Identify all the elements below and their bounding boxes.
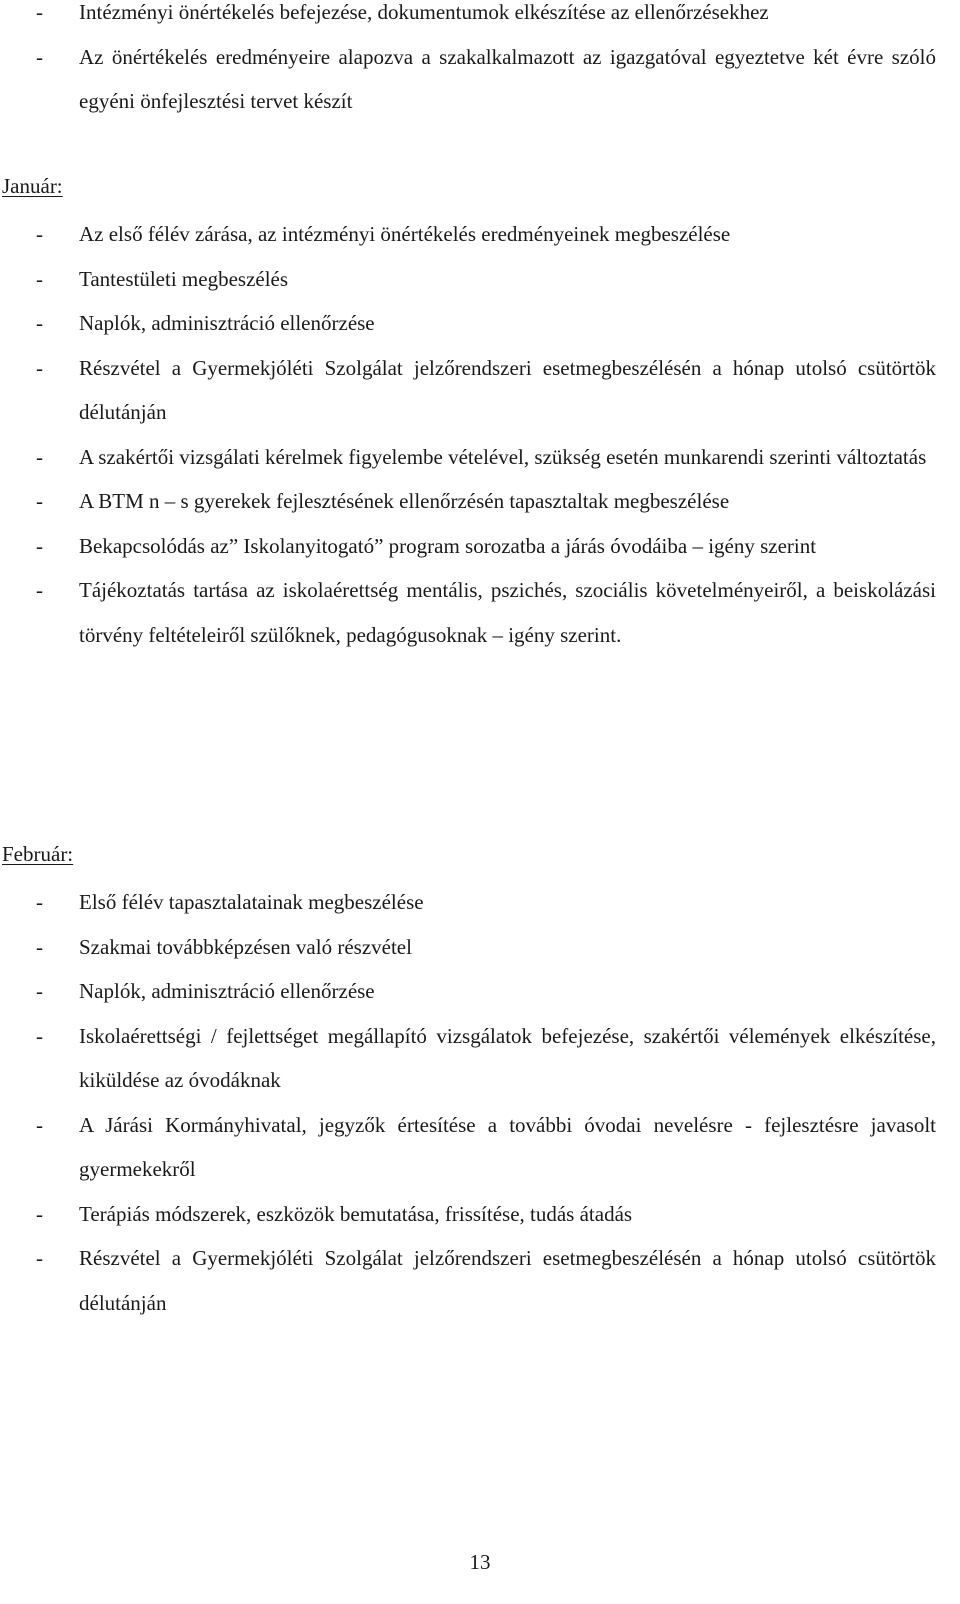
list-dash: -: [36, 266, 43, 291]
list-item-text: Iskolaérettségi / fejlettséget megállapító vizsgálatok befejezése, szakértői vélemények elkészítése, kiküldése az óvodáknak: [79, 1023, 936, 1092]
list-dash: -: [36, 1201, 43, 1226]
list-item-text: Intézményi önértékelés befejezése, dokumentumok elkészítése az ellenőrzésekhez: [79, 0, 769, 24]
list-dash: -: [36, 890, 43, 914]
list-item: [0, 35, 960, 124]
list-item: [0, 969, 960, 1014]
list-dash: -: [36, 533, 43, 558]
list-item: [0, 1236, 960, 1325]
list-dash: -: [36, 0, 43, 24]
list-item-text: Részvétel a Gyermekjóléti Szolgálat jelzőrendszeri esetmegbeszélésén a hónap utolsó csütörtök délutánján: [79, 355, 936, 424]
list-dash: -: [36, 578, 43, 602]
list-dash: -: [36, 311, 43, 335]
list-item: [0, 301, 960, 346]
intro-list: [0, 0, 960, 124]
list-item: [0, 257, 960, 302]
section-heading-januar: Január:: [2, 174, 63, 198]
list-item-text: Terápiás módszerek, eszközök bemutatása, frissítése, tudás átadás: [79, 1201, 633, 1226]
februar-list: [0, 880, 960, 1325]
list-item-text: Naplók, adminisztráció ellenőrzése: [79, 311, 375, 335]
list-item-text: Az első félév zárása, az intézményi önértékelés eredményeinek megbeszélése: [79, 222, 731, 246]
list-item-text: Bekapcsolódás az” Iskolanyitogató” program sorozatba a járás óvodáiba – igény szerint: [79, 533, 817, 558]
page-number: 13: [469, 1550, 491, 1574]
list-dash: -: [36, 489, 43, 513]
list-item: [0, 346, 960, 435]
list-dash: -: [36, 1023, 43, 1048]
list-item-text: Szakmai továbbképzésen való részvétel: [79, 934, 412, 959]
list-dash: -: [36, 934, 43, 959]
list-item-text: Első félév tapasztalatainak megbeszélése: [79, 890, 424, 914]
list-item-text: A Járási Kormányhivatal, jegyzők értesítése a további óvodai nevelésre - fejlesztésre javasolt gyermekekről: [79, 1112, 936, 1181]
section-heading-februar: Február:: [2, 842, 74, 866]
list-item: [0, 479, 960, 524]
list-item-text: A BTM n – s gyerekek fejlesztésének ellenőrzésén tapasztaltak megbeszélése: [79, 489, 730, 513]
list-item: [0, 880, 960, 925]
list-dash: -: [36, 222, 43, 246]
list-item-text: Tantestületi megbeszélés: [79, 266, 289, 291]
list-item-text: Részvétel a Gyermekjóléti Szolgálat jelzőrendszeri esetmegbeszélésén a hónap utolsó csütörtök délutánján: [79, 1246, 936, 1315]
list-item: [0, 0, 960, 35]
list-item: [0, 524, 960, 569]
list-dash: -: [36, 1112, 43, 1137]
list-item: [0, 568, 960, 657]
list-item-text: A szakértői vizsgálati kérelmek figyelembe vételével, szükség esetén munkarendi szerinti változtatás: [79, 444, 927, 469]
list-item: [0, 1192, 960, 1237]
list-dash: -: [36, 444, 43, 469]
list-dash: -: [36, 44, 43, 69]
list-item: [0, 1103, 960, 1192]
list-item: [0, 925, 960, 970]
januar-list: [0, 212, 960, 657]
list-dash: -: [36, 979, 43, 1003]
list-item-text: Az önértékelés eredményeire alapozva a szakalkalmazott az igazgatóval egyeztetve két évre szóló egyéni önfejlesztési tervet készít: [79, 44, 936, 113]
list-item: [0, 435, 960, 480]
list-dash: -: [36, 1246, 43, 1270]
list-item-text: Naplók, adminisztráció ellenőrzése: [79, 979, 375, 1003]
list-item: [0, 212, 960, 257]
list-item: [0, 1014, 960, 1103]
list-dash: -: [36, 355, 43, 380]
list-item-text: Tájékoztatás tartása az iskolaérettség mentális, pszichés, szociális követelményeiről, a beiskolázási törvény feltételeiről szülőknek, pedagógusoknak – igény szerint.: [79, 578, 936, 647]
